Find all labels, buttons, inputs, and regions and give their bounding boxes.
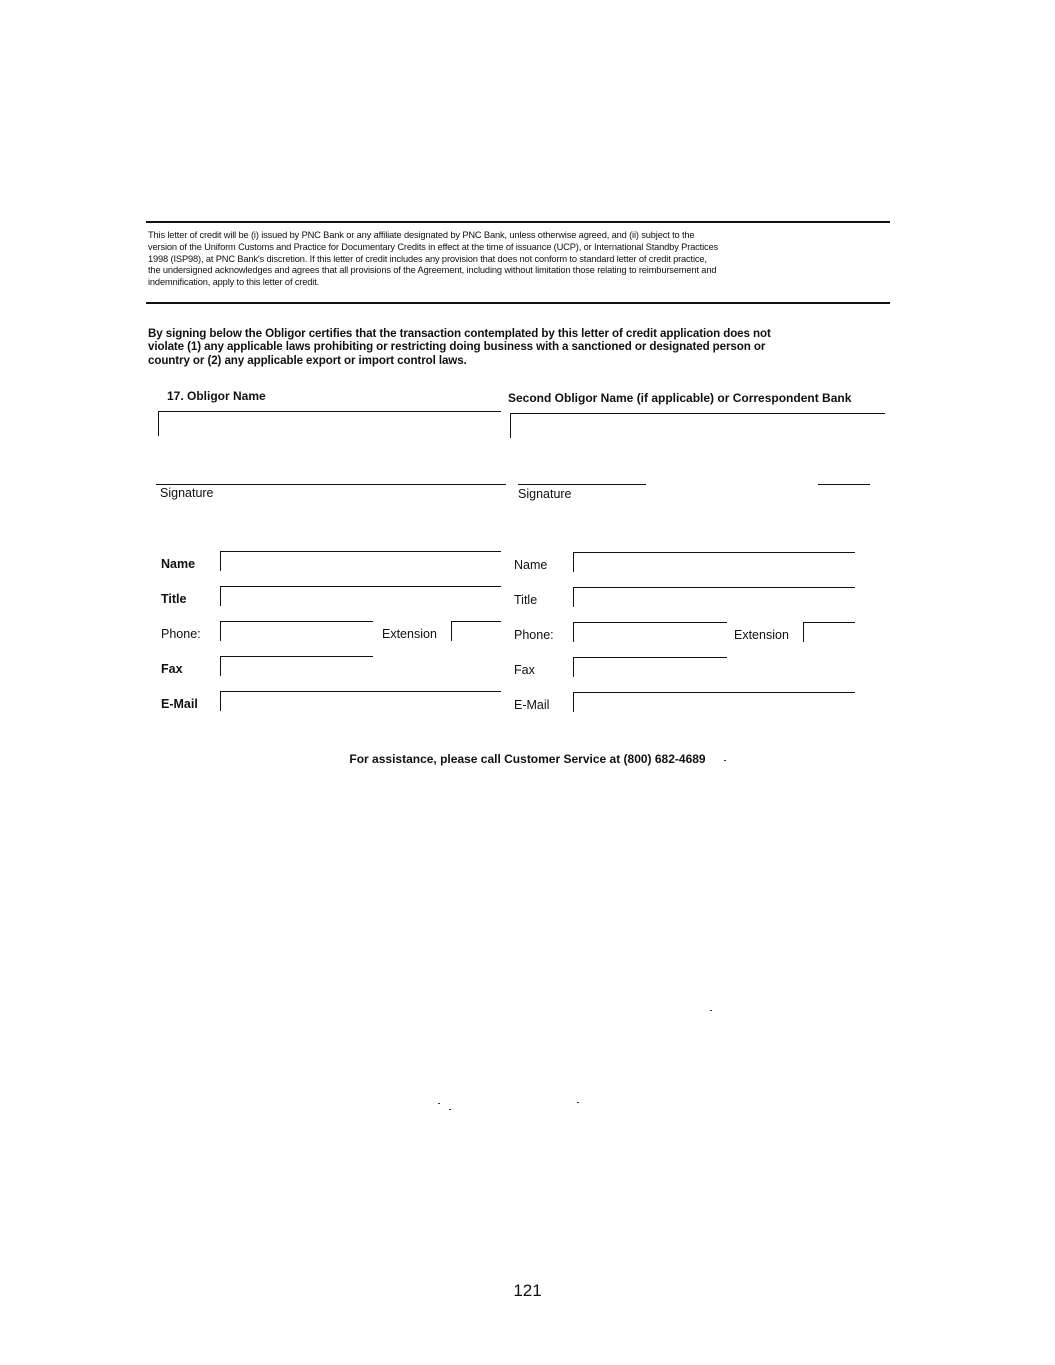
second-extension-label: Extension (734, 628, 789, 642)
second-signature-line[interactable] (518, 484, 646, 485)
disclaimer-line: indemnification, apply to this letter of credit. (148, 277, 320, 288)
second-title-field[interactable] (573, 587, 855, 607)
obligor-title-field[interactable] (220, 586, 501, 606)
obligor-phone-label: Phone: (161, 627, 201, 641)
disclaimer-line: 1998 (ISP98), at PNC Bank's discretion. If this letter of credit includes any provision that does not conform to standard letter of credit practice, (148, 253, 707, 264)
obligor-signature-line[interactable] (156, 484, 506, 485)
second-title-label: Title (514, 593, 538, 607)
obligor-name-field[interactable] (158, 411, 501, 436)
second-fax-label: Fax (514, 663, 535, 677)
second-obligor-header: Second Obligor Name (if applicable) or Correspondent Bank (508, 391, 852, 405)
obligor-name-header: 17. Obligor Name (167, 389, 266, 403)
top-rule (146, 221, 890, 223)
certification-line: violate (1) any applicable laws prohibiting or restricting doing business with a sanctioned or designated person or (148, 340, 766, 354)
second-phone-label: Phone: (514, 628, 554, 642)
certification-text (148, 327, 868, 367)
certification-line: By signing below the Obligor certifies that the transaction contemplated by this letter of credit application does not (148, 327, 771, 340)
bottom-rule (146, 302, 890, 304)
scan-speck (710, 1010, 712, 1011)
disclaimer-text (148, 230, 888, 289)
scan-speck (577, 1102, 579, 1103)
obligor-title-label: Title (161, 592, 187, 606)
scan-speck (449, 1109, 451, 1110)
obligor-fax-field[interactable] (220, 656, 373, 676)
second-fax-field[interactable] (573, 657, 727, 677)
obligor-email-field[interactable] (220, 691, 501, 711)
obligor-phone-field[interactable] (220, 621, 373, 641)
scan-speck (724, 760, 726, 761)
second-signature-line-end (818, 484, 870, 485)
obligor-signer-name-field[interactable] (220, 551, 501, 571)
obligor-extension-label: Extension (382, 627, 437, 641)
obligor-fax-label: Fax (161, 662, 183, 676)
second-signature-label: Signature (518, 487, 572, 501)
second-obligor-name-field[interactable] (510, 413, 885, 438)
obligor-name-label: Name (161, 557, 196, 571)
second-name-label: Name (514, 558, 548, 572)
obligor-extension-field[interactable] (451, 621, 501, 641)
second-extension-field[interactable] (803, 622, 855, 642)
disclaimer-line: version of the Uniform Customs and Practice for Documentary Credits in effect at the time of issuance (UCP), or International Standby Practices (148, 241, 719, 252)
obligor-signature-label: Signature (160, 486, 214, 500)
second-signer-name-field[interactable] (573, 552, 855, 572)
customer-service-note: For assistance, please call Customer Service at (800) 682-4689 (349, 752, 706, 766)
scan-speck (438, 1103, 440, 1104)
disclaimer-line: This letter of credit will be (i) issued by PNC Bank or any affiliate designated by PNC Bank, unless otherwise agreed, and (ii) subject to the (148, 230, 695, 240)
disclaimer-line: the undersigned acknowledges and agrees that all provisions of the Agreement, including without limitation those relating to reimbursement and (148, 265, 717, 276)
page-number: 121 (513, 1281, 542, 1300)
certification-line: country or (2) any applicable export or import control laws. (148, 353, 467, 367)
second-email-field[interactable] (573, 692, 855, 712)
second-phone-field[interactable] (573, 622, 727, 642)
obligor-email-label: E-Mail (161, 697, 198, 711)
second-email-label: E-Mail (514, 698, 550, 712)
